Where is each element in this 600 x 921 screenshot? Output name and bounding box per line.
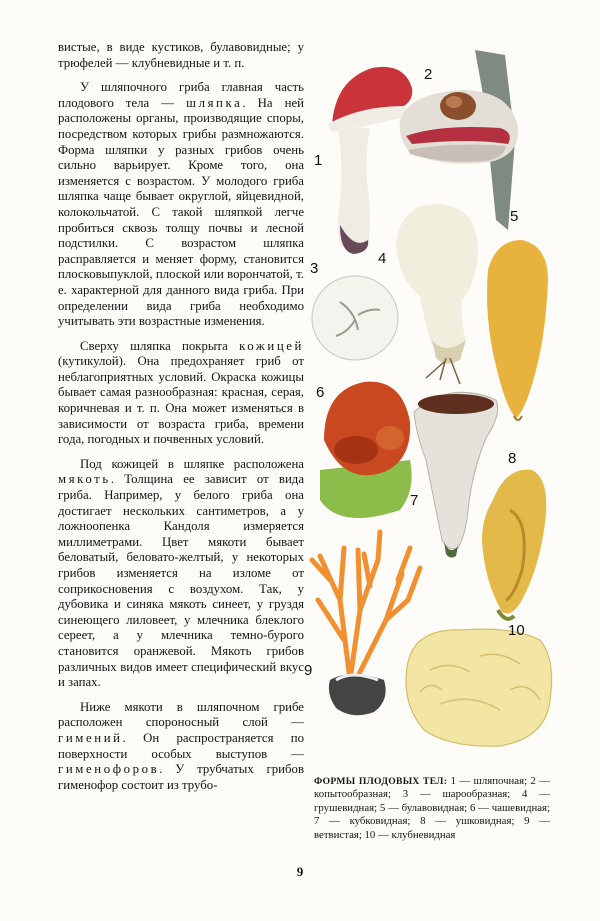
tuber-shaped-truffle-image	[406, 629, 552, 746]
term-skin: кожицей	[239, 338, 304, 353]
figure-number: 3	[310, 260, 319, 277]
coral-base-image	[329, 674, 386, 715]
page-number: 9	[296, 864, 304, 879]
figure-number: 5	[510, 208, 519, 225]
paragraph-text: . Толщина ее зависит от вида гриба. Например, у белого гриба она достигает нескольких сантиметров, а у ложноопенка Кандоля измеряется миллиметрами. Цвет мякоти бывает беловатый, беловато-желтый, у некоторых грибов изменяется на изломе от соприкосновения с воздухом. Так, у дубовика и синяка мякоть синеет, у груздя синеющего лиловеет, у млечника блеклого сереет, а у млечника темно-бурого становится оранжевой. Мякоть грибов различных видов имеет специфический вкус и запах.	[58, 472, 304, 690]
term-hymenium: гимений	[58, 730, 123, 745]
paragraph-skin	[58, 339, 304, 448]
term-flesh: мякоть	[58, 472, 111, 487]
term-hymenophore: гименофоров	[58, 762, 160, 777]
caption-body: 1 — шляпочная; 2 — копытообразная; 3 — шарообразная; 4 — грушевидная; 5 — булавовидная; 6 — чашевидная; 7 — кубковидная; 8 — ушковидная; 9 — ветвистая; 10 — клубневидная	[314, 775, 551, 841]
figure-number: 2	[424, 66, 433, 83]
paragraph-hymenium	[58, 700, 304, 794]
paragraph-flesh	[58, 457, 304, 691]
figure-number: 4	[378, 250, 387, 267]
paragraph-text: . На ней расположены органы, производящие споры, посредством которых грибы размножаются. Форма шляпки у разных грибов очень сильно варьирует. Кроме того, она изменяется с возрастом. У молодого гриба шляпка чаще бывает округлой, яйцевидной, колокольчатой. С такой шляпкой легче пробиться сквозь толщу почвы и лесной подстилки. С возрастом шляпка расправляется и меняет форму, становится плосковыпуклой, плоской или ворончатой, т. е. характерной для данного вида гриба. При определении вида гриба необходимо учитывать эти возрастные изменения.	[58, 95, 304, 329]
paragraph-text: Сверху шляпка покрыта	[80, 338, 240, 353]
figure-number: 9	[304, 662, 313, 679]
figure-number: 7	[410, 492, 419, 509]
paragraph-continued	[58, 40, 304, 71]
paragraph-text: вистые, в виде кустиков, булавовидные; у трюфелей — клубневидные и т. п.	[58, 40, 304, 70]
pear-shaped-mushroom-image	[396, 204, 478, 384]
cup-shaped-mushroom-image	[320, 382, 412, 518]
cap-shaped-mushroom-image	[328, 67, 412, 254]
paragraph-text: У шляпочного гриба главная часть плодового тела —	[58, 80, 304, 110]
paragraph-text: Ниже мякоти в шляпочном грибе расположен спороносный слой —	[58, 699, 304, 730]
term-cap: шляпка	[186, 95, 243, 110]
figure-number: 8	[508, 450, 517, 467]
spherical-puffball-image	[312, 276, 398, 360]
club-shaped-mushroom-image	[487, 240, 548, 420]
paragraph-cap	[58, 80, 304, 330]
figure-number: 6	[316, 384, 325, 401]
paragraph-text: Под кожицей в шляпке расположена	[80, 456, 304, 471]
body-text-column	[58, 40, 304, 802]
figure-number: 10	[508, 622, 525, 639]
figure-caption	[314, 775, 550, 842]
ear-shaped-mushroom-image	[482, 470, 546, 619]
branched-coral-fungus-image	[312, 532, 420, 680]
caption-title: ФОРМЫ ПЛОДОВЫХ ТЕЛ:	[314, 776, 448, 787]
figure-number: 1	[314, 152, 323, 169]
paragraph-text: (кутикулой). Она предохраняет гриб от неблагоприятных условий. Окраска кожицы бывает самая разнообразная: красная, серая, коричневая и т. п. Она может изменяться в зависимости от возраста гриба, времени года, погодных и почвенных условий.	[58, 354, 304, 447]
hoof-shaped-polypore-image	[400, 50, 518, 230]
fruiting-body-forms-illustration	[300, 40, 560, 760]
illustration-svg	[300, 40, 560, 760]
paragraph-text: . Он распространяется по поверхности особых выступов —	[58, 730, 304, 761]
paragraph-text: . У трубчатых грибов гименофор состоит из трубо-	[58, 762, 304, 792]
